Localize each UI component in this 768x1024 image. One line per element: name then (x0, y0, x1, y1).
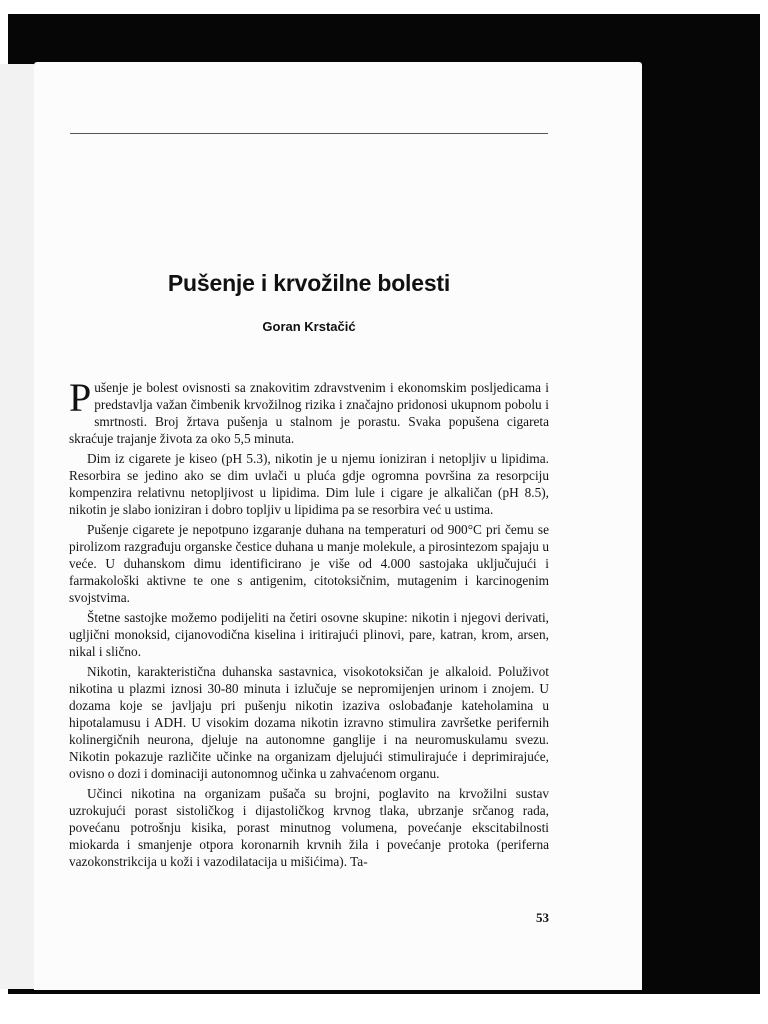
paragraph-5: Nikotin, karakteristična duhanska sastavnica, visokotoksičan je alkaloid. Poluživot nikotina u plazmi iznosi 30-80 minuta i izlučuje se nepromijenjen urinom i znojem. U dozama koje se javljaju pri pušenju nikotin izaziva oslobađanje kateholamina u hipotalamusu i ADH. U visokim dozama nikotin izravno stimulira završetke perifernih kolinergičnih neurona, djeluje na autonomne ganglije i na neuromuskulamu svezu. Nikotin pokazuje različite učinke na organizam djelujući stimulirajuće i deprimirajuće, ovisno o dozi i dominaciji autonomnog učinka u zahvaćenom organu. (69, 664, 549, 781)
page-number: 53 (536, 910, 549, 925)
paragraph-4: Štetne sastojke možemo podijeliti na četiri osovne skupine: nikotin i njegovi derivati, ugljični monoksid, cijanovodična kiselina i iritirajući plinovi, pare, katran, krom, arsen, nikal i slično. (69, 610, 549, 659)
article-title: Pušenje i krvožilne bolesti (167, 270, 451, 296)
paragraph-1 (69, 375, 549, 447)
paragraph-3: Pušenje cigarete je nepotpuno izgaranje duhana na temperaturi od 900°C pri čemu se pirolizom razgrađuju organske čestice duhana u manje molekule, a pirosintezom spajaju u veće. U duhanskom dimu identificirano je više od 4.000 sastojaka uključujući i farmakološki aktivne te one s antigenim, citotoksičnim, mutagenim i karcinogenim svojstvima. (69, 522, 549, 605)
paragraph-6: Učinci nikotina na organizam pušača su brojni, poglavito na krvožilni sustav uzrokujući porast sistoličkog i dijastoličkog krvnog tlaka, ubrzanje srčanog rada, povećanu potrošnju kisika, porast minutnog volumena, povećanje ekscitabilnosti miokarda i smanjenje otpora koronarnih krvnih žila i povećanje protoka (periferna vazokonstrikcija u koži i vazodilatacija u mišićima). Ta- (69, 786, 549, 869)
article-author: Goran Krstačić (262, 319, 356, 334)
article-body (69, 375, 549, 873)
drop-cap: P (69, 375, 92, 420)
paragraph-2: Dim iz cigarete je kiseo (pH 5.3), nikotin je u njemu ioniziran i netopljiv u lipidima. Resorbira se jedino ako se dim uvlači u pluća gdje ogromna površina za resorpciju kompenzira relativnu netopljivost u lipidima. Dim lule i cigare je alkaličan (pH 8.5), nikotin je slabo ioniziran i dobro topljiv u lipidima pa se resorbira već u ustima. (69, 451, 549, 517)
paragraph-1-text: ušenje je bolest ovisnosti sa znakovitim zdravstvenim i ekonomskim posljedicama i predstavlja važan čimbenik krvožilnog rizika i značajno pridonosi ukupnom pobolu i smrtnosti. Broj žrtava pušenja u stalnom je porastu. Svaka popušena cigareta skraćuje trajanje života za oko 5,5 minuta. (69, 380, 549, 446)
header-rule (70, 133, 548, 134)
adjacent-page-edge (0, 64, 34, 989)
